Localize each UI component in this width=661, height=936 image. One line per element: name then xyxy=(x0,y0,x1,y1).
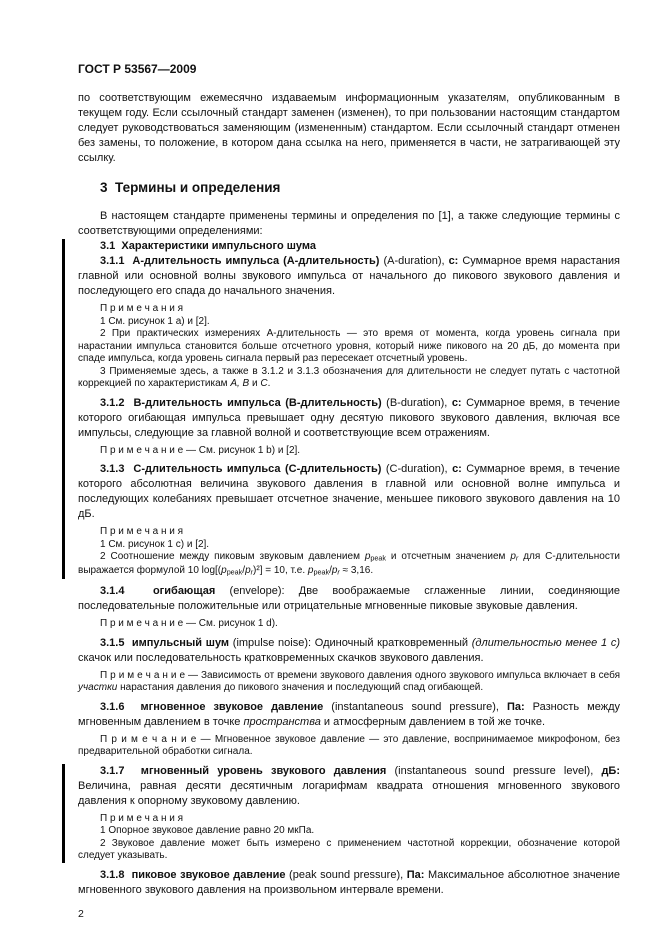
note-item: 2 Звуковое давление может быть измерено с применением частотной коррекции, обозначение которой следует указывать. xyxy=(78,837,620,862)
change-bar-group-2 xyxy=(62,764,620,863)
note-item: 1 Опорное звуковое давление равно 20 мкПа. xyxy=(100,825,315,837)
note-item: 3 Применяемые здесь, а также в 3.1.2 и 3.1.3 обозначения для длительности не следует путать с частотной коррекцией по характеристикам А, В и С. xyxy=(78,365,620,389)
running-header: ГОСТ Р 53567—2009 xyxy=(78,62,197,76)
note-3-1-5 xyxy=(78,670,620,695)
note-3-1-6 xyxy=(78,734,620,759)
term-3-1-2: 3.1.2 В-длительность импульса (В-длительность) (B-duration), с: Суммарное время, в течение которого огибающая импульса превышает одну десятую пикового звукового давления, включая все импульсы, следующие за главной волной и соответствующие всем отражениям. xyxy=(78,396,620,439)
term-3-1-7: 3.1.7 мгновенный уровень звукового давления (instantaneous sound pressure level), дБ: Величина, равная десяти десятичным логарифмам квадрата отношения мгновенного звукового давления к опорному звуковому давлению. xyxy=(78,764,620,807)
notes-3-1-1 xyxy=(78,303,620,391)
note-item: 1 См. рисунок 1 c) и [2]. xyxy=(100,538,210,550)
note-item: П р и м е ч а н и е — Зависимость от времени звукового давления одного звукового импульса включает в себя участки нарастания давления до пикового значения и последующий спад огибающей. xyxy=(78,669,620,694)
subsection-3-1-heading: 3.1 Характеристики импульсного шума xyxy=(100,240,316,252)
note-label: П р и м е ч а н и я xyxy=(100,526,184,537)
term-3-1-4: 3.1.4 огибающая (envelope): Две воображаемые сглаженные линии, соединяющие последовательные положительные или отрицательные мгновенные пиковые звуковые давления. xyxy=(78,585,620,613)
term-3-1-6: 3.1.6 мгновенное звуковое давление (instantaneous sound pressure), Па: Разность между мгновенным давлением в точке пространства и атмосферным давлением в той же точке. xyxy=(78,700,620,728)
term-3-1-5: 3.1.5 импульсный шум (impulse noise): Одиночный кратковременный (длительностью менее 1 с) скачок или последовательность кратковременных скачков звукового давления. xyxy=(78,636,620,664)
note-item: П р и м е ч а н и е — См. рисунок 1 d). xyxy=(100,618,278,630)
note-item: 2 Соотношение между пиковым звуковым давлением ppeak и отсчетным значением pr для С-длительности выражается формулой 10 log[(ppeak/pr)²] = 10, т.е. ppeak/pr ≈ 3,16. xyxy=(78,551,620,577)
note-item: П р и м е ч а н и е — См. рисунок 1 b) и [2]. xyxy=(100,444,301,456)
section-3-heading: 3 Термины и определения xyxy=(100,180,281,195)
change-bar-group-1 xyxy=(62,239,620,579)
term-3-1-8: 3.1.8 пиковое звуковое давление (peak sound pressure), Па: Максимальное абсолютное значение мгновенного звукового давления на произвольном интервале времени. xyxy=(78,868,621,896)
page-number: 2 xyxy=(78,907,84,920)
note-3-1-2 xyxy=(78,445,620,458)
term-3-1-1: 3.1.1 А-длительность импульса (А-длительность) (A-duration), с: Суммарное время нарастания главной или основной волны звукового импульса от начального до пикового звукового давления и последующего его спада до начального значения. xyxy=(78,255,620,297)
intro-paragraph: по соответствующим ежемесячно издаваемым информационным указателям, опубликованным в текущем году. Если ссылочный стандарт заменен (изменен), то при пользовании настоящим стандартом следует руководствоваться заменяющим (измененным) стандартом. Если ссылочный стандарт отменен без замены, то положение, в котором дана ссылка на него, применяется в части, не затрагивающей эту ссылку. xyxy=(78,92,620,164)
note-item: П р и м е ч а н и е — Мгновенное звуковое давление — это давление, воспринимаемое микрофоном, без предварительной обработки сигнала. xyxy=(78,733,620,758)
notes-3-1-3 xyxy=(78,526,620,579)
term-3-1-3: 3.1.3 С-длительность импульса (С-длительность) (C-duration), с: Суммарное время, в течение которого абсолютная величина звукового давления в главной или основной волне импульса и последующих колебаниях превышает отсчетное значение, меньшее пикового звукового давления на 10 дБ. xyxy=(78,463,620,520)
note-3-1-4 xyxy=(78,618,620,631)
lead-paragraph: В настоящем стандарте применены термины и определения по [1], а также следующие термины с соответствующими определениями: xyxy=(78,210,620,237)
note-label: П р и м е ч а н и я xyxy=(100,812,184,824)
note-label: П р и м е ч а н и я xyxy=(100,303,184,314)
note-item: 1 См. рисунок 1 a) и [2]. xyxy=(100,315,210,327)
notes-3-1-7 xyxy=(78,813,620,863)
note-item: 2 При практических измерениях А-длительность — это время от момента, когда уровень сигнала при нарастании импульса становится больше отсчетного уровня, который ниже пикового на 20 дБ, до момента при спаде импульса, когда уровень сигнала первый раз пересекает отсчетный уровень. xyxy=(78,328,620,364)
